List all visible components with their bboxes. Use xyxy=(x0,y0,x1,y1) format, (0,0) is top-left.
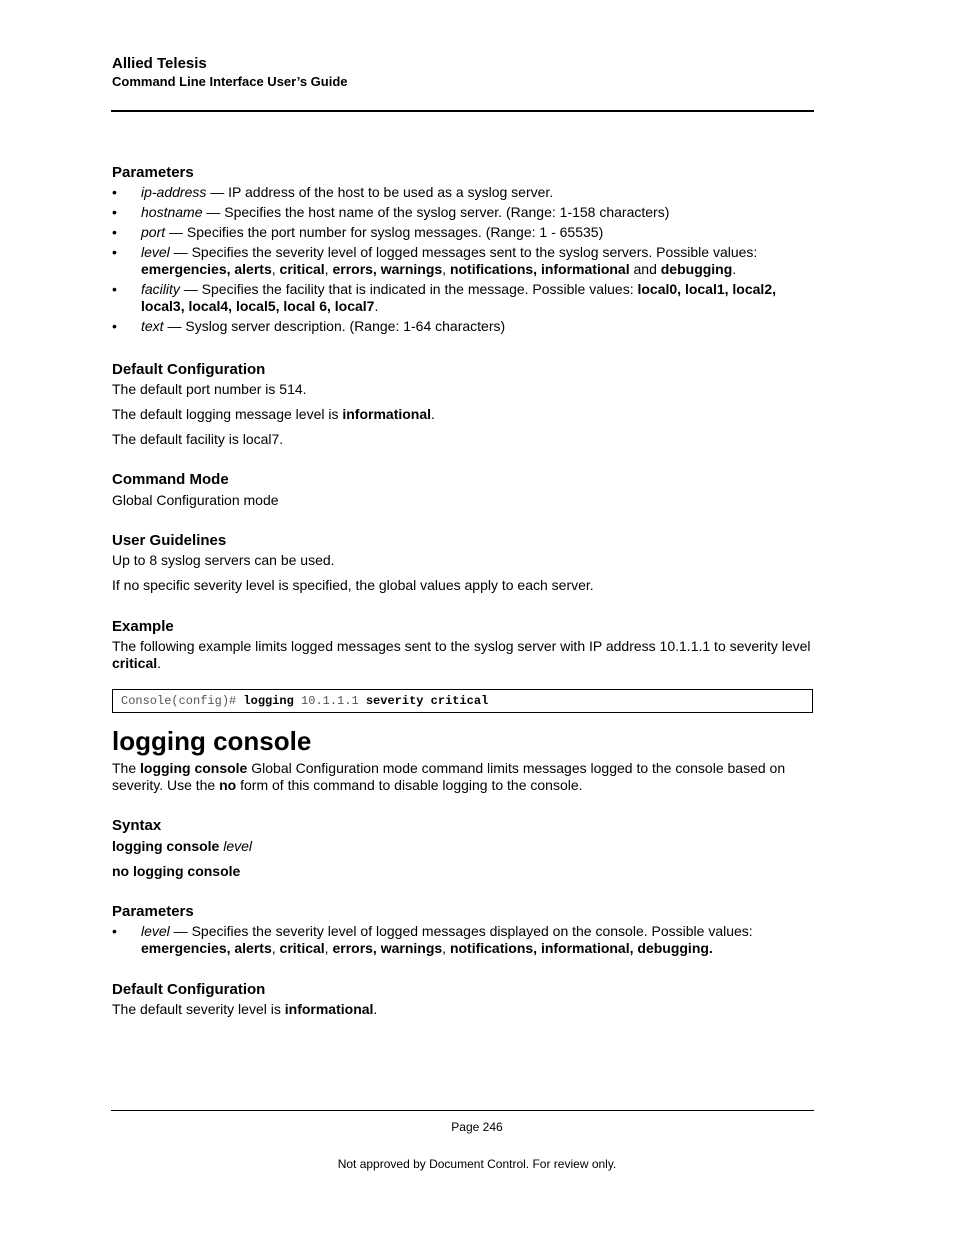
default-config-section xyxy=(112,361,814,448)
bullet-icon: • xyxy=(112,318,117,334)
list-item xyxy=(112,204,814,221)
header-guide-title: Command Line Interface User’s Guide xyxy=(112,74,348,89)
param-value: errors, warnings xyxy=(332,261,443,277)
parameters-section xyxy=(112,164,814,338)
param-value: emergencies, alerts xyxy=(141,261,272,277)
paragraph xyxy=(112,760,814,794)
header-rule xyxy=(111,110,814,112)
code-example xyxy=(112,689,813,713)
syntax-line: no logging console xyxy=(112,863,241,879)
text: The default logging message level is xyxy=(112,406,343,422)
separator: , xyxy=(442,940,450,956)
code-prompt: Console(config)# xyxy=(121,694,244,708)
list-item xyxy=(112,281,814,315)
param-term: ip-address xyxy=(141,184,207,200)
paragraph: If no specific severity level is specified, the global values apply to each server. xyxy=(112,577,594,593)
param-desc: — Syslog server description. (Range: 1-64 characters) xyxy=(163,318,506,334)
param-value: emergencies, alerts xyxy=(141,940,272,956)
text: . xyxy=(157,655,162,671)
section-heading: Parameters xyxy=(112,164,194,181)
param-term: facility xyxy=(141,281,180,297)
section-heading: Command Mode xyxy=(112,471,229,488)
bullet-icon: • xyxy=(112,923,117,939)
bold-text: critical xyxy=(112,655,158,671)
param-desc: — Specifies the port number for syslog messages. (Range: 1 - 65535) xyxy=(165,224,604,240)
param-desc: — Specifies the host name of the syslog server. (Range: 1-158 characters) xyxy=(202,204,670,220)
paragraph xyxy=(112,638,814,672)
param-desc: — IP address of the host to be used as a syslog server. xyxy=(206,184,554,200)
separator: and xyxy=(629,261,661,277)
param-term: hostname xyxy=(141,204,203,220)
header-company: Allied Telesis xyxy=(112,55,207,72)
param-term: text xyxy=(141,318,164,334)
separator: , xyxy=(442,261,450,277)
example-section xyxy=(112,618,814,672)
bold-text: informational xyxy=(342,406,432,422)
section-heading: Default Configuration xyxy=(112,981,266,998)
param-desc: — Specifies the facility that is indicated in the message. Possible values: xyxy=(179,281,638,297)
paragraph xyxy=(112,406,814,423)
separator: . xyxy=(732,261,737,277)
footer-rule xyxy=(111,1110,814,1111)
paragraph: The default port number is 514. xyxy=(112,381,307,397)
user-guidelines-section xyxy=(112,532,814,594)
list-item xyxy=(112,224,814,241)
text: Global Configuration mode command limits messages logged to the console based on severity. Use the xyxy=(112,760,786,793)
section-heading: Example xyxy=(112,618,174,635)
code-option: severity critical xyxy=(365,694,489,708)
separator: . xyxy=(374,298,379,314)
console-default-section xyxy=(112,981,814,1018)
bullet-icon: • xyxy=(112,281,117,297)
bold-text: logging console xyxy=(112,838,220,854)
list-item xyxy=(112,244,814,278)
text: The xyxy=(112,760,141,776)
param-value: local0, local1, local2, local3, local4, local5, local 6, local7 xyxy=(141,281,777,314)
list-item xyxy=(112,318,814,335)
bullet-icon: • xyxy=(112,204,117,220)
command-mode-section xyxy=(112,471,814,509)
separator: , xyxy=(324,940,333,956)
page-number: Page 246 xyxy=(451,1120,503,1134)
section-heading: Default Configuration xyxy=(112,361,266,378)
bold-text: logging console xyxy=(140,760,248,776)
param-value: errors, warnings xyxy=(332,940,443,956)
param-value: notifications, informational xyxy=(449,261,630,277)
bullet-icon: • xyxy=(112,244,117,260)
separator: , xyxy=(271,261,280,277)
command-title: logging console xyxy=(112,726,312,756)
separator: , xyxy=(324,261,333,277)
param-value: debugging xyxy=(660,261,733,277)
parameter-list xyxy=(112,184,814,335)
param-desc: — Specifies the severity level of logged messages sent to the syslog servers. Possible values: xyxy=(169,244,758,260)
footer-note: Not approved by Document Control. For review only. xyxy=(337,1157,617,1171)
bold-text: informational xyxy=(284,1001,374,1017)
italic-text: level xyxy=(219,838,253,854)
console-parameters-section xyxy=(112,903,814,960)
bold-text: no xyxy=(219,777,237,793)
syntax-section xyxy=(112,817,814,880)
text: . xyxy=(431,406,435,422)
param-term: port xyxy=(141,224,166,240)
text: The following example limits logged messages sent to the syslog server with IP address 10.1.1.1 to severity level xyxy=(112,638,811,654)
paragraph: Global Configuration mode xyxy=(112,492,279,508)
paragraph: The default facility is local7. xyxy=(112,431,284,447)
separator: , xyxy=(271,940,280,956)
paragraph xyxy=(112,1001,814,1018)
syntax-line xyxy=(112,838,814,855)
param-desc: — Specifies the severity level of logged messages displayed on the console. Possible values: xyxy=(169,923,753,939)
console-intro xyxy=(112,760,814,794)
section-heading: Syntax xyxy=(112,817,162,834)
parameter-list xyxy=(112,923,814,957)
section-heading: User Guidelines xyxy=(112,532,227,549)
param-value: critical xyxy=(279,940,325,956)
section-heading: Parameters xyxy=(112,903,194,920)
param-value: critical xyxy=(279,261,325,277)
text: form of this command to disable logging to the console. xyxy=(236,777,583,793)
param-value: notifications, informational, debugging. xyxy=(449,940,713,956)
list-item xyxy=(112,923,814,957)
param-term: level xyxy=(141,923,170,939)
list-item xyxy=(112,184,814,201)
code-argument: 10.1.1.1 xyxy=(293,694,366,708)
paragraph: Up to 8 syslog servers can be used. xyxy=(112,552,335,568)
bullet-icon: • xyxy=(112,224,117,240)
text: The default severity level is xyxy=(112,1001,285,1017)
text: . xyxy=(373,1001,378,1017)
bullet-icon: • xyxy=(112,184,117,200)
code-command: logging xyxy=(243,694,294,708)
param-term: level xyxy=(141,244,170,260)
